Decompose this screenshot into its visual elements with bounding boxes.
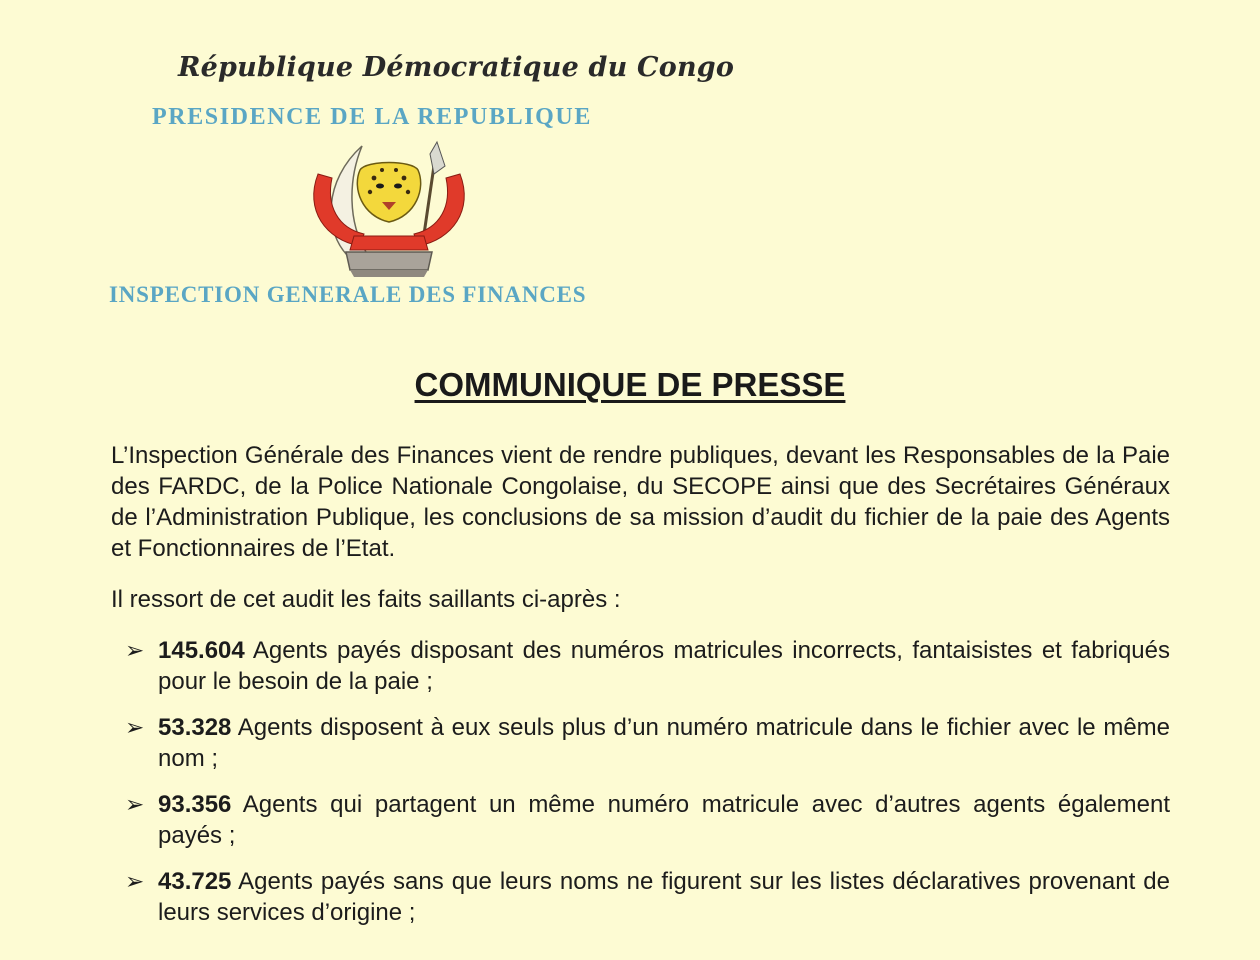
fact-text: Agents qui partagent un même numéro matricule avec d’autres agents également payés ; — [158, 791, 1170, 849]
fact-number: 43.725 — [158, 868, 232, 895]
arrow-bullet-icon: ➢ — [125, 868, 145, 894]
fact-text: Agents disposent à eux seuls plus d’un numéro matricule dans le fichier avec le même nom ; — [158, 714, 1170, 772]
ribbon-center — [350, 236, 428, 250]
facts-list — [111, 635, 1170, 928]
letterhead — [0, 0, 1260, 320]
document-body — [111, 440, 1170, 943]
list-item — [111, 789, 1170, 851]
list-item — [111, 712, 1170, 774]
document-title: COMMUNIQUE DE PRESSE — [414, 366, 846, 403]
fact-text: Agents payés disposant des numéros matricules incorrects, fantaisistes et fabriqués pour le besoin de la paie ; — [158, 637, 1170, 695]
leopard-head — [357, 163, 420, 223]
coat-of-arms-icon — [304, 140, 474, 280]
fact-number: 53.328 — [158, 714, 232, 741]
fact-text: Agents payés sans que leurs noms ne figurent sur les listes déclaratives provenant de leurs services d’origine ; — [158, 868, 1170, 926]
intro-paragraph: L’Inspection Générale des Finances vient de rendre publiques, devant les Responsables de la Paie des FARDC, de la Police Nationale Congolaise, du SECOPE ainsi que des Secrétaires Généraux de l’Administration Publique, les conclusions de sa mission d’audit du fichier de la paie des Agents et Fonctionnaires de l’Etat. — [111, 442, 1170, 562]
inspection-name: INSPECTION GENERALE DES FINANCES — [109, 282, 587, 307]
arrow-bullet-icon: ➢ — [125, 714, 145, 740]
document-title-wrap — [0, 366, 1260, 404]
presidency-name: PRESIDENCE DE LA REPUBLIQUE — [152, 104, 592, 130]
country-name: République Démocratique du Congo — [178, 52, 735, 83]
list-item — [111, 866, 1170, 928]
list-item — [111, 635, 1170, 697]
fact-number: 145.604 — [158, 637, 245, 664]
arrow-bullet-icon: ➢ — [125, 791, 145, 817]
stone-base — [346, 252, 432, 270]
fact-number: 93.356 — [158, 791, 232, 818]
arrow-bullet-icon: ➢ — [125, 637, 145, 663]
lead-paragraph: Il ressort de cet audit les faits saillants ci-après : — [111, 586, 621, 613]
